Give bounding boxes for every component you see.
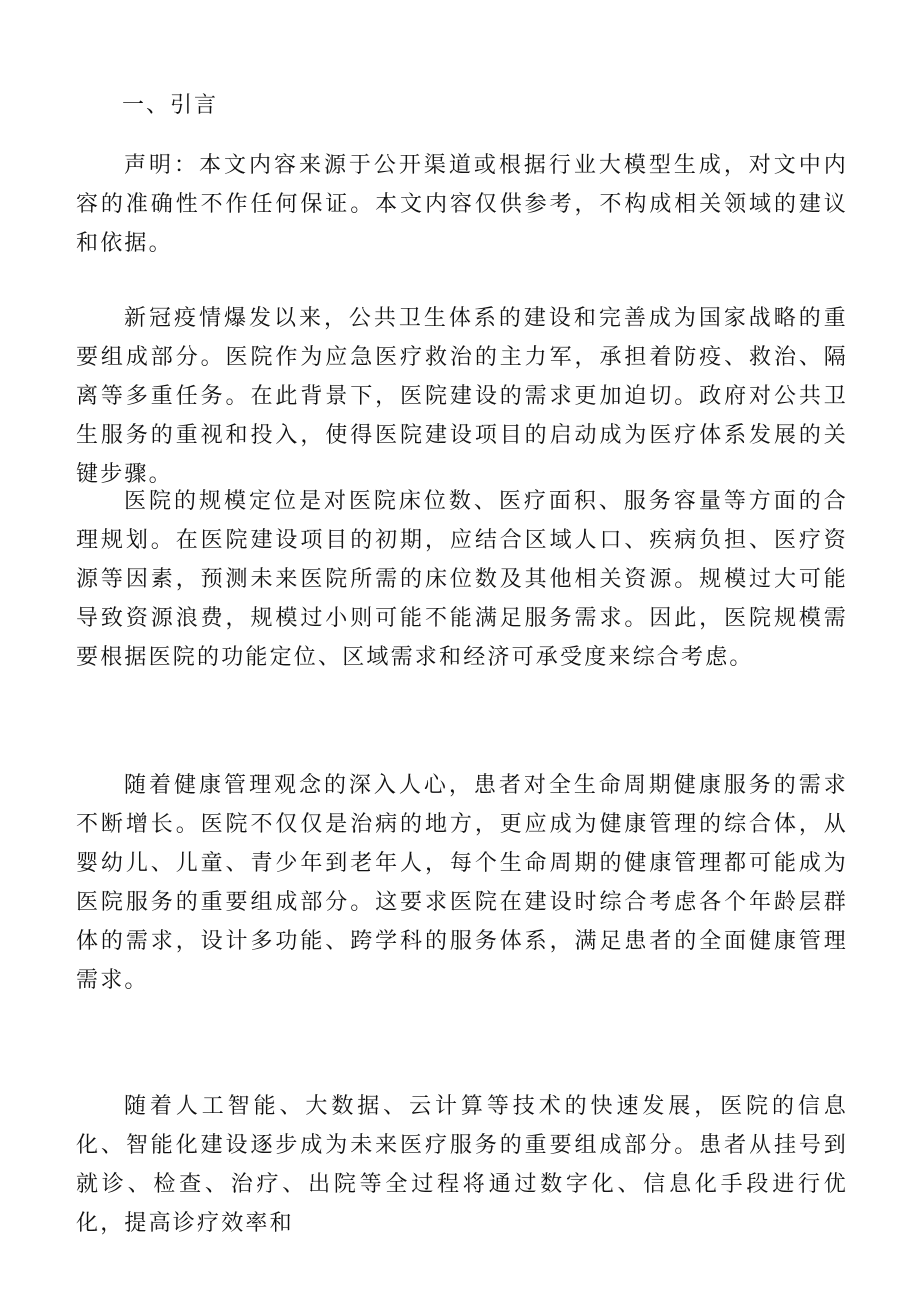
body-paragraph: 新冠疫情爆发以来，公共卫生体系的建设和完善成为国家战略的重要组成部分。医院作为应急医疗救治的主力军，承担着防疫、救治、隔离等多重任务。在此背景下，医院建设的需求更加迫切。政府对公共卫生服务的重视和投入，使得医院建设项目的启动成为医疗体系发展的关键步骤。 (76, 306, 848, 487)
body-paragraph: 随着人工智能、大数据、云计算等技术的快速发展，医院的信息化、智能化建设逐步成为未来医疗服务的重要组成部分。患者从挂号到就诊、检查、治疗、出院等全过程将通过数字化、信息化手段进行优化，提高诊疗效率和 (76, 1094, 848, 1236)
section-heading: 一、引言 (122, 93, 219, 118)
body-paragraph: 医院的规模定位是对医院床位数、医疗面积、服务容量等方面的合理规划。在医院建设项目的初期，应结合区域人口、疾病负担、医疗资源等因素，预测未来医院所需的床位数及其他相关资源。规模过大可能导致资源浪费，规模过小则可能不能满足服务需求。因此，医院规模需要根据医院的功能定位、区域需求和经济可承受度来综合考虑。 (76, 489, 848, 670)
body-paragraph: 随着健康管理观念的深入人心，患者对全生命周期健康服务的需求不断增长。医院不仅仅是治病的地方，更应成为健康管理的综合体，从婴幼儿、儿童、青少年到老年人，每个生命周期的健康管理都可能成为医院服务的重要组成部分。这要求医院在建设时综合考虑各个年龄层群体的需求，设计多功能、跨学科的服务体系，满足患者的全面健康管理需求。 (76, 773, 848, 993)
disclaimer-paragraph: 声明：本文内容来源于公开渠道或根据行业大模型生成，对文中内容的准确性不作任何保证。本文内容仅供参考，不构成相关领域的建议和依据。 (76, 153, 848, 256)
